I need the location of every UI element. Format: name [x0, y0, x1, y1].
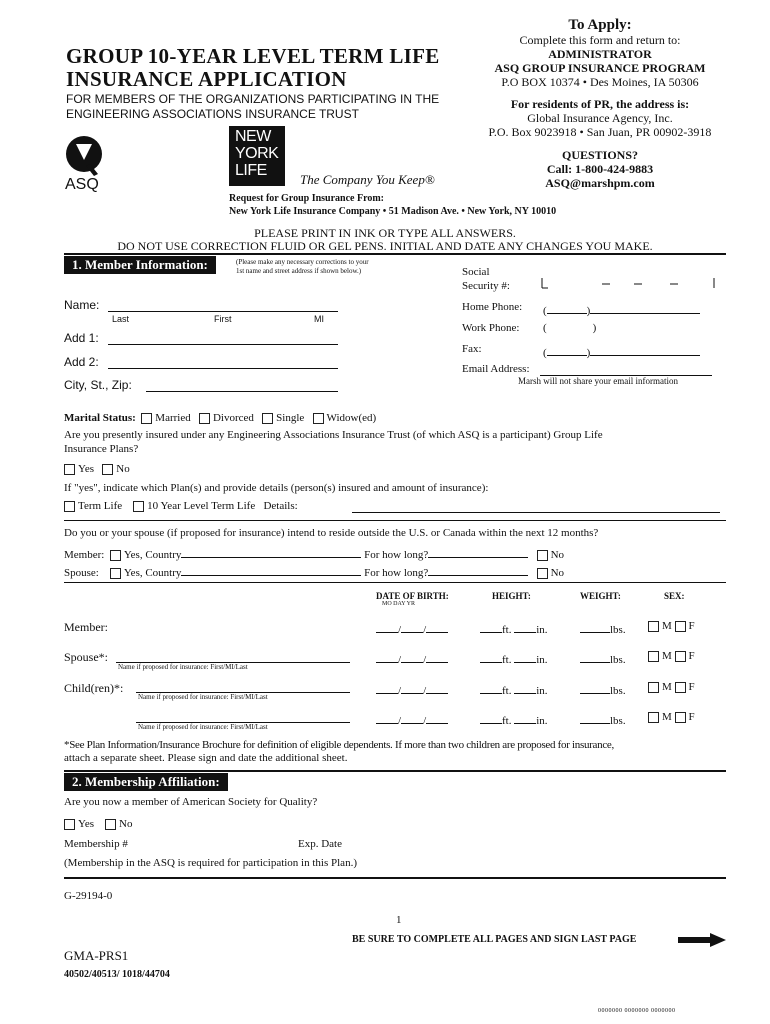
arrow-right-icon [678, 933, 726, 952]
nyl-logo-line3: LIFE [235, 162, 267, 179]
membership-yes-label: Yes [78, 818, 95, 830]
membership-no-checkbox[interactable] [105, 819, 116, 830]
member-ft-unit: ft. [502, 624, 512, 636]
term-life-label: Term Life [78, 500, 123, 512]
insured-no-label: No [116, 463, 130, 475]
questions-heading: QUESTIONS? [561, 148, 639, 162]
pr-heading: For residents of PR, the address is: [510, 97, 690, 111]
child1-sex-f-label: F [688, 681, 695, 693]
married-checkbox[interactable] [141, 413, 152, 424]
asq-logo [64, 134, 104, 194]
name-last-caption: Last [112, 314, 130, 324]
nyl-tagline: The Company You Keep® [300, 172, 435, 187]
reside-spouse-label: Spouse: [64, 567, 99, 579]
divorced-label: Divorced [212, 412, 254, 424]
spouse-dob-input[interactable]: / / [376, 650, 448, 666]
membership-no-label: No [119, 818, 133, 830]
row-member-label: Member: [64, 620, 108, 634]
spouse-sex-options [648, 650, 695, 662]
ssn-boxes-icon [540, 276, 720, 290]
reside-spouse-yes-label: Yes, Country [123, 567, 182, 579]
fax-input[interactable]: ( ) [543, 343, 700, 359]
fax-label: Fax: [462, 343, 482, 355]
spouse-sex-f-label: F [688, 650, 695, 662]
name-label: Name: [64, 298, 100, 312]
insured-yes-label: Yes [78, 463, 95, 475]
spouse-height-input[interactable] [480, 650, 548, 666]
child2-sex-options [648, 711, 695, 723]
instructions-line2: DO NOT USE CORRECTION FLUID OR GEL PENS. INITIAL AND DATE ANY CHANGES YOU MAKE. [117, 239, 653, 253]
form-subtitle-line2: ENGINEERING ASSOCIATIONS INSURANCE TRUST [66, 107, 359, 121]
apply-line3: ASQ GROUP INSURANCE PROGRAM [494, 61, 706, 75]
height-header: HEIGHT: [492, 591, 531, 601]
form-subtitle-line1: FOR MEMBERS OF THE ORGANIZATIONS PARTICIPATING IN THE [66, 92, 440, 106]
reside-spouse-country-input[interactable] [181, 563, 361, 576]
member-dob-input[interactable]: / / [376, 620, 448, 636]
spouse-weight-input[interactable] [580, 650, 626, 666]
instructions-line1: PLEASE PRINT IN INK OR TYPE ALL ANSWERS. [254, 226, 516, 240]
child2-name-caption: Name if proposed for insurance: First/MI/Last [138, 723, 268, 731]
spouse-lbs-unit: lbs. [610, 654, 626, 666]
details-input[interactable] [352, 512, 720, 513]
add2-label: Add 2: [64, 355, 99, 369]
form-title-line2: INSURANCE APPLICATION [66, 67, 347, 91]
child2-sex-f-label: F [688, 711, 695, 723]
section1-rule [64, 253, 726, 255]
single-label: Single [276, 412, 305, 424]
footer-rule [64, 877, 726, 879]
if-yes-instruction: If "yes", indicate which Plan(s) and provide details (person(s) insured and amount of insurance): [64, 482, 489, 494]
level-term-checkbox[interactable] [133, 501, 144, 512]
request-line1: Request for Group Insurance From: [229, 193, 384, 204]
member-sex-options [648, 620, 695, 632]
phone-number[interactable]: Call: 1-800-424-9883 [546, 162, 654, 176]
apply-line2: ADMINISTRATOR [548, 47, 652, 61]
marital-status-row [64, 412, 376, 424]
reside-member-no-label: No [550, 549, 565, 561]
form-number: G-29194-0 [64, 890, 113, 902]
child1-height-input[interactable] [480, 681, 548, 697]
complete-pages-note: BE SURE TO COMPLETE ALL PAGES AND SIGN LAST PAGE [352, 934, 637, 945]
membership-yes-no [64, 818, 132, 830]
city-input[interactable] [146, 391, 338, 392]
reside-member-how-long-input[interactable] [428, 545, 528, 558]
spouse-sex-m-label: M [662, 650, 672, 662]
child2-sex-m-label: M [662, 711, 672, 723]
apply-line4: P.O BOX 10374 • Des Moines, IA 50306 [501, 75, 699, 89]
row-children-label: Child(ren)*: [64, 681, 124, 695]
request-line2: New York Life Insurance Company • 51 Madison Ave. • New York, NY 10010 [229, 206, 557, 217]
child2-lbs-unit: lbs. [610, 715, 626, 727]
dob-subheader: MO DAY YR [382, 601, 416, 607]
child1-sex-m-label: M [662, 681, 672, 693]
child2-dob-input[interactable]: / / [376, 711, 448, 727]
divider-1 [64, 520, 726, 521]
pr-line1: Global Insurance Agency, Inc. [527, 111, 673, 125]
apply-line1: Complete this form and return to: [519, 33, 681, 47]
member-sex-f-label: F [688, 620, 695, 632]
section2-heading: 2. Membership Affiliation: [64, 773, 228, 791]
ssn-label-line2: Security #: [462, 280, 510, 292]
widowed-label: Widow(ed) [326, 412, 377, 424]
work-phone-label: Work Phone: [462, 322, 520, 334]
email-privacy-note: Marsh will not share your email information [518, 376, 678, 386]
child1-ft-unit: ft. [502, 685, 512, 697]
child2-height-input[interactable] [480, 711, 548, 727]
contact-email[interactable]: ASQ@marshpm.com [545, 176, 655, 190]
name-mi-caption: MI [314, 314, 324, 324]
spouse-ft-unit: ft. [502, 654, 512, 666]
spouse-sex-m-checkbox[interactable] [648, 651, 659, 662]
membership-yes-checkbox[interactable] [64, 819, 75, 830]
child2-in-unit: in. [536, 715, 548, 727]
reside-member-country-input[interactable] [181, 545, 361, 558]
details-label: Details: [263, 500, 298, 512]
plan-options-row [64, 500, 298, 512]
insured-question-line2: Insurance Plans? [64, 443, 139, 455]
asq-logo-text: ASQ [65, 176, 99, 193]
work-phone-input[interactable]: ( ) [543, 322, 597, 334]
barcode-text: 0000000 0000000 0000000 [598, 1008, 676, 1014]
reside-member-row [64, 545, 564, 561]
nyl-logo [229, 126, 285, 186]
insured-yes-no [64, 463, 130, 475]
reside-spouse-how-long-label: For how long? [364, 567, 429, 579]
weight-header: WEIGHT: [580, 591, 621, 601]
section1-heading: 1. Member Information: [64, 256, 216, 274]
child2-sex-f-checkbox[interactable] [675, 712, 686, 723]
spouse-in-unit: in. [536, 654, 548, 666]
add1-input[interactable] [108, 344, 338, 345]
reside-member-yes-label: Yes, Country [123, 549, 182, 561]
member-height-input[interactable] [480, 620, 548, 636]
child2-weight-input[interactable] [580, 711, 626, 727]
married-label: Married [155, 412, 191, 424]
add2-input[interactable] [108, 368, 338, 369]
section1-note-line2: 1st name and street address if shown below.) [236, 267, 362, 275]
name-first-caption: First [214, 314, 232, 324]
member-lbs-unit: lbs. [610, 624, 626, 636]
reside-member-yes-checkbox[interactable] [110, 550, 121, 561]
sex-header: SEX: [664, 591, 685, 601]
reside-spouse-yes-checkbox[interactable] [110, 568, 121, 579]
row-spouse-label: Spouse*: [64, 650, 109, 664]
divorced-checkbox[interactable] [199, 413, 210, 424]
child1-lbs-unit: lbs. [610, 685, 626, 697]
child2-ft-unit: ft. [502, 715, 512, 727]
nyl-logo-line2: YORK [235, 145, 279, 162]
insured-question-line1: Are you presently insured under any Engineering Associations Insurance Trust (of which ASQ is a participant) Group Life [64, 429, 603, 441]
child1-dob-input[interactable]: / / [376, 681, 448, 697]
apply-heading: To Apply: [568, 17, 632, 33]
reside-spouse-row [64, 563, 564, 579]
child1-in-unit: in. [536, 685, 548, 697]
member-weight-input[interactable] [580, 620, 626, 636]
home-phone-input[interactable]: ( ) [543, 301, 700, 317]
child1-sex-options [648, 681, 695, 693]
section1-note-line1: (Please make any necessary corrections to your [236, 258, 369, 266]
reside-spouse-no-checkbox[interactable] [537, 568, 548, 579]
reside-question: Do you or your spouse (if proposed for insurance) intend to reside outside the U.S. or Canada within the next 12 months? [64, 527, 599, 539]
form-title-line1: GROUP 10-YEAR LEVEL TERM LIFE [66, 44, 440, 68]
member-sex-f-checkbox[interactable] [675, 621, 686, 632]
level-term-label: 10 Year Level Term Life [147, 500, 256, 512]
page-number: 1 [396, 914, 402, 926]
reside-member-no-checkbox[interactable] [537, 550, 548, 561]
membership-question: Are you now a member of American Society for Quality? [64, 796, 318, 808]
gma-code: GMA-PRS1 [64, 948, 129, 963]
reside-spouse-no-label: No [550, 567, 565, 579]
footnote-line2: attach a separate sheet. Please sign and date the additional sheet. [64, 752, 348, 764]
member-sex-m-label: M [662, 620, 672, 632]
child2-sex-m-checkbox[interactable] [648, 712, 659, 723]
child1-name-caption: Name if proposed for insurance: First/MI/Last [138, 693, 268, 701]
spouse-sex-f-checkbox[interactable] [675, 651, 686, 662]
membership-required-note: (Membership in the ASQ is required for participation in this Plan.) [64, 857, 357, 869]
footnote-line1: *See Plan Information/Insurance Brochure for definition of eligible dependents. If more than two children are proposed for insurance, [64, 739, 614, 751]
member-in-unit: in. [536, 624, 548, 636]
name-input[interactable] [108, 311, 338, 312]
pr-line2: P.O. Box 9023918 • San Juan, PR 00902-3918 [488, 125, 712, 139]
widowed-checkbox[interactable] [313, 413, 324, 424]
insured-no-checkbox[interactable] [102, 464, 113, 475]
insured-yes-checkbox[interactable] [64, 464, 75, 475]
reside-member-how-long-label: For how long? [364, 549, 429, 561]
child1-weight-input[interactable] [580, 681, 626, 697]
city-label: City, St., Zip: [64, 378, 132, 392]
exp-date-label: Exp. Date [298, 838, 342, 850]
asq-q-icon [64, 134, 104, 178]
child1-sex-f-checkbox[interactable] [675, 682, 686, 693]
add1-label: Add 1: [64, 331, 99, 345]
member-sex-m-checkbox[interactable] [648, 621, 659, 632]
home-phone-label: Home Phone: [462, 301, 523, 313]
dob-header: DATE OF BIRTH: [376, 591, 449, 601]
reside-spouse-how-long-input[interactable] [428, 563, 528, 576]
membership-number-label: Membership # [64, 838, 128, 850]
divider-2 [64, 582, 726, 583]
document-codes: 40502/40513/ 1018/44704 [64, 969, 170, 980]
ssn-input[interactable] [540, 276, 720, 290]
spouse-name-caption: Name if proposed for insurance: First/MI/Last [118, 663, 248, 671]
child1-sex-m-checkbox[interactable] [648, 682, 659, 693]
ssn-label-line1: Social [462, 266, 490, 278]
single-checkbox[interactable] [262, 413, 273, 424]
reside-member-label: Member: [64, 549, 105, 561]
marital-status-label: Marital Status: [64, 412, 136, 424]
email-label: Email Address: [462, 363, 530, 375]
term-life-checkbox[interactable] [64, 501, 75, 512]
nyl-logo-line1: NEW [235, 128, 271, 145]
section2-rule [64, 770, 726, 772]
